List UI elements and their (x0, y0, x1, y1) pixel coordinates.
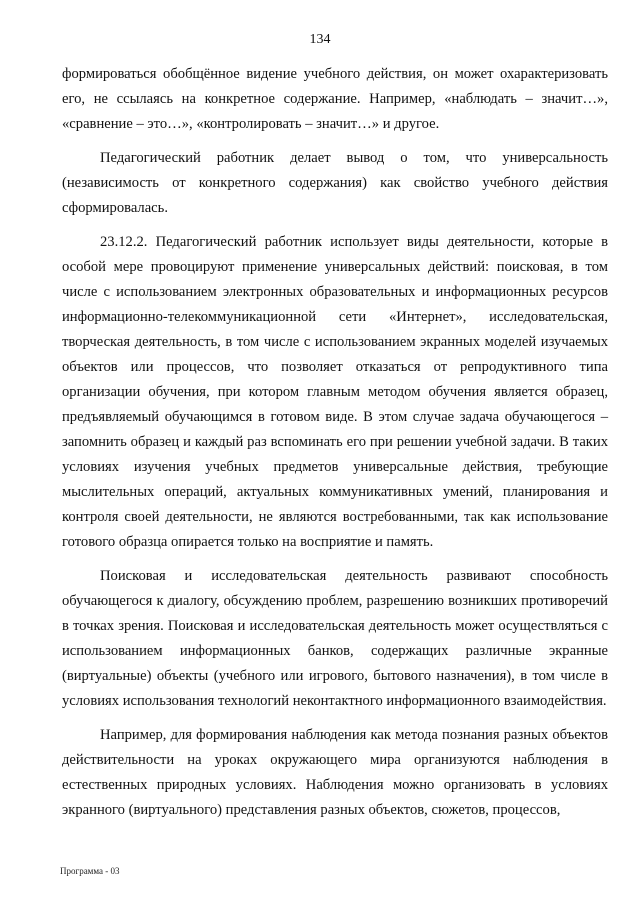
document-body (62, 62, 608, 823)
paragraph-search-research: Поисковая и исследовательская деятельность развивают способность обучающегося к диалогу, обсуждению проблем, разрешению возникших противоречий в точках зрения. Поисковая и исследовательская деятельность может осуществляться с использованием информационных банков, содержащих различные экранные (виртуальные) объекты (учебного или игрового, бытового назначения), в том числе в условиях использования технологий неконтактного информационного взаимодействия. (62, 568, 608, 709)
page-number: 134 (309, 32, 331, 47)
footer-label: Программа - 03 (60, 866, 120, 876)
paragraph-example: Например, для формирования наблюдения как метода познания разных объектов действительности на уроках окружающего мира организуются наблюдения в естественных природных условиях. Наблюдения можно организовать в условиях экранного (виртуального) представления разных объектов, сюжетов, процессов, (62, 727, 608, 818)
paragraph-continuation: формироваться обобщённое видение учебного действия, он может охарактеризовать его, не ссылаясь на конкретное содержание. Например, «наблюдать – значит…», «сравнение – это…», «контролировать – значит…» и другое. (62, 66, 608, 132)
paragraph-conclusion: Педагогический работник делает вывод о том, что универсальность (независимость от конкретного содержания) как свойство учебного действия сформировалась. (62, 150, 608, 216)
paragraph-23-12-2: 23.12.2. Педагогический работник использует виды деятельности, которые в особой мере провоцируют применение универсальных действий: поисковая, в том числе с использованием электронных образовательных и информационных ресурсов информационно-телекоммуникационной сети «Интернет», исследовательская, творческая деятельность, в том числе с использованием экранных моделей изучаемых объектов или процессов, что позволяет отказаться от репродуктивного типа организации обучения, при котором главным методом обучения является образец, предъявляемый обучающимся в готовом виде. В этом случае задача обучающегося – запомнить образец и каждый раз вспоминать его при решении учебной задачи. В таких условиях изучения учебных предметов универсальные действия, требующие мыслительных операций, актуальных коммуникативных умений, планирования и контроля своей деятельности, не являются востребованными, так как использование готового образца опирается только на восприятие и память. (62, 234, 608, 550)
